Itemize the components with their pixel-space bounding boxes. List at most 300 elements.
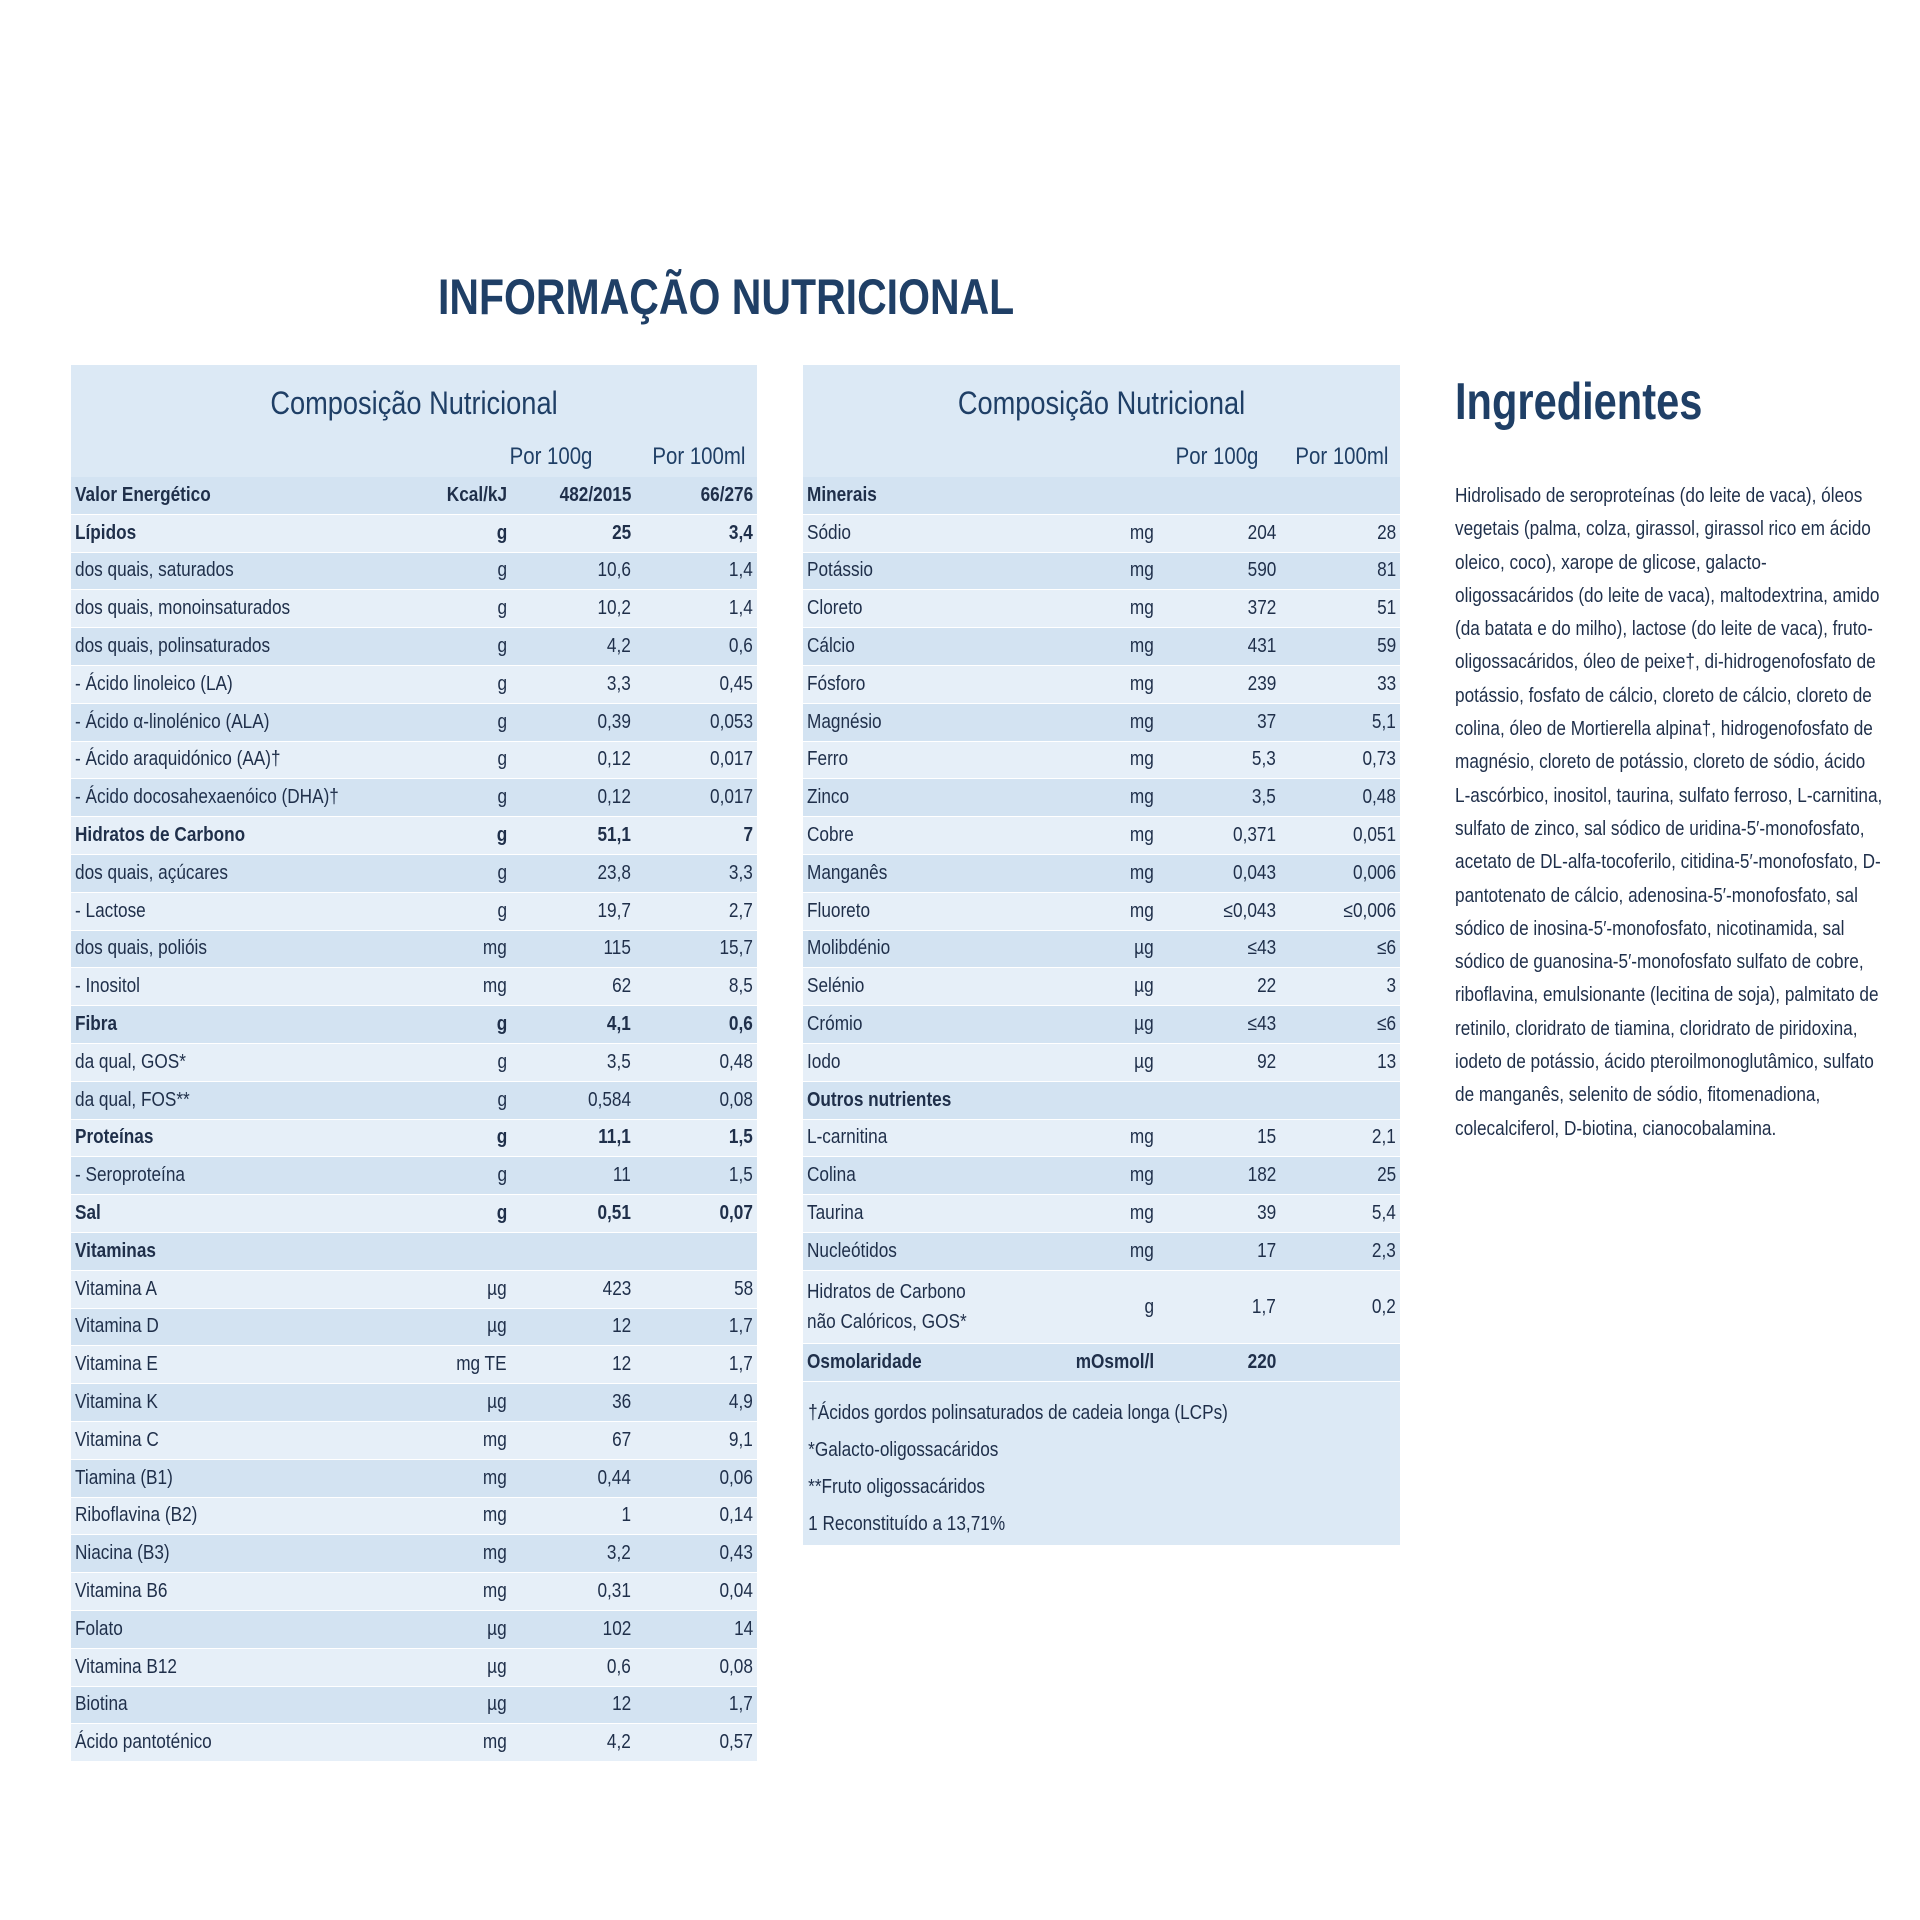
cell-unit — [401, 1459, 511, 1497]
cell-text: mg — [483, 1580, 507, 1602]
table-row — [71, 1610, 757, 1648]
cell-text: Vitamina K — [75, 1391, 158, 1414]
cell-text: Ferro — [807, 748, 849, 771]
cell-text: 2,3 — [1372, 1239, 1396, 1262]
table-row — [71, 628, 757, 666]
table-row — [803, 741, 1400, 779]
cell-name — [803, 892, 1023, 930]
cell-text: 25 — [611, 521, 631, 544]
cell-text: 36 — [611, 1391, 631, 1414]
table-row — [71, 892, 757, 930]
cell-unit — [401, 552, 511, 590]
cell-text: Vitamina E — [75, 1353, 158, 1376]
cell-unit — [401, 1270, 511, 1308]
cell-unit — [401, 1195, 511, 1233]
cell-text: 0,44 — [597, 1466, 631, 1489]
table-row — [803, 968, 1400, 1006]
table-row — [71, 552, 757, 590]
cell-v1 — [1158, 779, 1280, 817]
table-row — [803, 477, 1400, 514]
cell-unit — [1023, 779, 1158, 817]
cell-v2 — [1280, 1270, 1400, 1343]
cell-name — [71, 1535, 401, 1573]
cell-name — [803, 1119, 1023, 1157]
cell-name — [71, 1308, 401, 1346]
cell-text: µg — [487, 1693, 507, 1716]
cell-name — [803, 1270, 1023, 1343]
cell-unit — [401, 1006, 511, 1044]
cell-v2 — [635, 779, 757, 817]
cell-v2 — [635, 1497, 757, 1535]
table-row — [71, 477, 757, 514]
cell-name — [71, 817, 401, 855]
table-row — [71, 1006, 757, 1044]
cell-text: 67 — [611, 1428, 631, 1451]
cell-text: 3,2 — [607, 1542, 631, 1565]
footnote: †Ácidos gordos polinsaturados de cadeia longa (LCPs) — [808, 1402, 1228, 1424]
cell-unit — [401, 1421, 511, 1459]
cell-text: Kcal/kJ — [446, 483, 507, 506]
cell-text: 5,3 — [1252, 748, 1276, 771]
cell-v2 — [635, 1081, 757, 1119]
cell-text: 0,08 — [719, 1655, 753, 1678]
table-row — [803, 779, 1400, 817]
cell-name — [71, 665, 401, 703]
cell-text: mg — [1130, 786, 1154, 809]
cell-text: Ácido pantoténico — [75, 1731, 212, 1754]
cell-text: 0,584 — [587, 1088, 631, 1111]
cell-v2 — [1280, 968, 1400, 1006]
cell-text: 1,7 — [1252, 1295, 1276, 1318]
cell-v2 — [635, 590, 757, 628]
cell-v1 — [511, 514, 635, 552]
cell-v1 — [511, 1610, 635, 1648]
cell-text: mg — [1130, 748, 1154, 771]
cell-text: Colina — [807, 1164, 856, 1187]
cell-text: 12 — [611, 1693, 631, 1716]
cell-v2 — [635, 1195, 757, 1233]
cell-name — [71, 1006, 401, 1044]
cell-v1 — [1158, 590, 1280, 628]
cell-unit — [401, 1119, 511, 1157]
cell-v1 — [511, 1232, 635, 1270]
cell-text: Vitamina A — [75, 1277, 157, 1300]
table-row — [71, 930, 757, 968]
cell-text: Potássio — [807, 559, 873, 582]
cell-v2 — [635, 665, 757, 703]
cell-text: ≤6 — [1376, 1013, 1396, 1036]
cell-text: 8,5 — [729, 975, 753, 998]
cell-unit — [401, 514, 511, 552]
cell-name — [71, 1270, 401, 1308]
cell-text: dos quais, polinsaturados — [75, 635, 271, 658]
cell-text: 204 — [1247, 521, 1276, 544]
cell-name — [71, 590, 401, 628]
cell-v1 — [511, 477, 635, 514]
cell-name — [803, 1232, 1023, 1270]
cell-text: 0,04 — [719, 1580, 753, 1602]
cell-v2 — [635, 1346, 757, 1384]
cell-name — [71, 477, 401, 514]
cell-v2 — [635, 1610, 757, 1648]
cell-v1 — [511, 1270, 635, 1308]
cell-v1 — [1158, 854, 1280, 892]
cell-unit — [401, 741, 511, 779]
table-row — [71, 817, 757, 855]
cell-text: - Ácido linoleico (LA) — [75, 672, 233, 695]
cell-text: g — [496, 521, 507, 544]
cell-unit — [401, 968, 511, 1006]
cell-name — [803, 1043, 1023, 1081]
cell-text: 0,12 — [597, 786, 631, 809]
cell-v1 — [511, 779, 635, 817]
cell-text: 0,57 — [719, 1731, 753, 1754]
table-row — [71, 1308, 757, 1346]
cell-v1 — [511, 1573, 635, 1611]
table-row — [803, 1232, 1400, 1270]
cell-v1 — [511, 1421, 635, 1459]
cell-text: 182 — [1247, 1164, 1276, 1187]
cell-v2 — [635, 854, 757, 892]
table-row — [71, 1043, 757, 1081]
table-row — [803, 703, 1400, 741]
cell-text: g — [497, 899, 507, 922]
cell-text: 0,31 — [597, 1580, 631, 1602]
table-row — [803, 1343, 1400, 1381]
table-row — [71, 1724, 757, 1762]
ingredients-paragraph: Hidrolisado de seroproteínas (do leite de vaca), óleos vegetais (palma, colza, girassol, girassol rico em ácido oleico, coco), xarope de glicose, galacto-oligossacáridos (do leite de vaca), maltodextrina, amido (da batata e do milho), lactose (do leite de vaca), fruto-oligossacáridos, óleo de peixe†, di-hidrogenofosfato de potássio, fosfato de cálcio, cloreto de cálcio, cloreto de colina, óleo de Mortierella alpina†, hidrogenofosfato de magnésio, cloreto de potássio, cloreto de sódio, ácido L-ascórbico, inositol, taurina, sulfato ferroso, L-carnitina, sulfato de zinco, sal sódico de uridina-5′-monofosfato, acetato de DL-alfa-tocoferilo, citidina-5′-monofosfato, D-pantotenato de cálcio, adenosina-5′-monofosfato, sal sódico de inosina-5′-monofosfato, nicotinamida, sal sódico de guanosina-5′-monofosfato sulfato de cobre, riboflavina, emulsionante (lecitina de soja), palmitato de retinilo, cloridrato de tiamina, cloridrato de piridoxina, iodeto de potássio, ácido pteroilmonoglutâmico, sulfato de manganês, selenito de sódio, fitomenadiona, colecalciferol, D-biotina, cianocobalamina. — [1455, 485, 1883, 1140]
cell-text: 2,7 — [729, 899, 753, 922]
cell-text: 3,4 — [729, 521, 753, 544]
cell-text: Magnésio — [807, 710, 882, 733]
cell-text: Cloreto — [807, 597, 863, 620]
cell-text: Niacina (B3) — [75, 1542, 170, 1565]
cell-v1 — [1158, 817, 1280, 855]
cell-v1 — [1158, 1343, 1280, 1381]
cell-text: 0,043 — [1232, 861, 1276, 884]
table-row — [803, 1043, 1400, 1081]
cell-text: Lípidos — [75, 521, 137, 544]
cell-v2 — [1280, 854, 1400, 892]
cell-unit — [401, 1724, 511, 1762]
cell-text: 3,3 — [607, 672, 631, 695]
table-row — [803, 514, 1400, 552]
cell-v2 — [1280, 1043, 1400, 1081]
cell-unit — [1023, 1006, 1158, 1044]
cell-text: g — [497, 710, 507, 733]
cell-text: Tiamina (B1) — [75, 1466, 173, 1489]
cell-unit — [1023, 1119, 1158, 1157]
cell-v2 — [1280, 1006, 1400, 1044]
table-row — [71, 590, 757, 628]
cell-text: 81 — [1376, 559, 1396, 582]
cell-text: 58 — [733, 1277, 753, 1300]
cell-text: Crómio — [807, 1013, 863, 1036]
cell-text: mg — [1130, 824, 1154, 847]
cell-v2 — [635, 552, 757, 590]
cell-v2 — [1280, 817, 1400, 855]
table-row — [71, 1270, 757, 1308]
cell-name — [71, 854, 401, 892]
cell-text: Biotina — [75, 1693, 128, 1716]
cell-text: 239 — [1247, 672, 1276, 695]
col-per-100ml: Por 100ml — [652, 443, 745, 470]
cell-text: 0,017 — [709, 748, 753, 771]
panel-title: Composição Nutricional — [270, 385, 558, 421]
cell-text: 4,2 — [607, 635, 631, 658]
cell-text: 33 — [1376, 672, 1396, 695]
cell-text: mg — [483, 937, 507, 960]
cell-text: 1,4 — [729, 559, 753, 582]
cell-v2 — [635, 1724, 757, 1762]
cell-text: Valor Energético — [75, 483, 211, 506]
cell-text: Riboflavina (B2) — [75, 1504, 198, 1527]
cell-text: 59 — [1376, 635, 1396, 658]
cell-v2 — [1280, 1081, 1400, 1119]
cell-text: 22 — [1256, 975, 1276, 998]
cell-text: Osmolaridade — [807, 1350, 922, 1373]
cell-unit — [1023, 741, 1158, 779]
cell-text: 431 — [1247, 635, 1276, 658]
table-row — [803, 1157, 1400, 1195]
cell-name — [71, 1459, 401, 1497]
cell-text: 25 — [1376, 1164, 1396, 1187]
cell-v1 — [511, 1081, 635, 1119]
cell-unit — [1023, 590, 1158, 628]
cell-unit — [401, 665, 511, 703]
footnote: 1 Reconstituído a 13,71% — [808, 1513, 1006, 1535]
table-row — [71, 1497, 757, 1535]
cell-unit — [401, 1686, 511, 1724]
cell-name — [803, 1157, 1023, 1195]
cell-v1 — [511, 1497, 635, 1535]
cell-name — [803, 930, 1023, 968]
cell-text: Vitamina D — [75, 1315, 159, 1338]
cell-v2 — [1280, 552, 1400, 590]
footnotes — [803, 1395, 1400, 1543]
cell-name — [803, 1006, 1023, 1044]
cell-name — [803, 1195, 1023, 1233]
cell-text: 1,7 — [729, 1693, 753, 1716]
cell-name — [803, 628, 1023, 666]
cell-unit — [1023, 703, 1158, 741]
cell-text: Molibdénio — [807, 937, 891, 960]
cell-v1 — [1158, 1232, 1280, 1270]
cell-text: g — [497, 559, 507, 582]
cell-text: mg — [483, 1542, 507, 1565]
cell-text: Folato — [75, 1617, 123, 1640]
cell-text: 3 — [1386, 975, 1396, 998]
cell-text: 0,51 — [597, 1202, 631, 1225]
cell-unit — [1023, 552, 1158, 590]
cell-text: µg — [487, 1617, 507, 1640]
cell-v2 — [635, 1270, 757, 1308]
cell-v2 — [635, 1006, 757, 1044]
cell-name — [71, 703, 401, 741]
cell-v2 — [635, 514, 757, 552]
cell-text: mg — [483, 1466, 507, 1489]
cell-text: 0,45 — [719, 672, 753, 695]
cell-name — [803, 514, 1023, 552]
cell-text: Manganês — [807, 861, 888, 884]
cell-text: ≤6 — [1376, 937, 1396, 960]
cell-v2 — [1280, 665, 1400, 703]
cell-text: - Ácido araquidónico (AA)† — [75, 748, 281, 771]
cell-unit — [1023, 477, 1158, 514]
cell-text: 0,08 — [719, 1088, 753, 1111]
cell-unit — [401, 817, 511, 855]
cell-text: mg — [1130, 899, 1154, 922]
table-row — [803, 552, 1400, 590]
cell-v1 — [511, 1724, 635, 1762]
cell-unit — [401, 590, 511, 628]
cell-v2 — [1280, 703, 1400, 741]
cell-text: Minerais — [807, 483, 877, 506]
table-row — [803, 930, 1400, 968]
cell-v1 — [511, 1648, 635, 1686]
cell-text: g — [497, 1088, 507, 1111]
cell-text: 0,07 — [719, 1202, 753, 1225]
cell-text: 0,6 — [729, 1013, 753, 1036]
table-row — [71, 1421, 757, 1459]
table-row — [803, 1270, 1400, 1343]
cell-name — [71, 1232, 401, 1270]
cell-v2 — [635, 741, 757, 779]
cell-text: mg — [483, 975, 507, 998]
cell-v2 — [1280, 1119, 1400, 1157]
cell-unit — [401, 703, 511, 741]
cell-name — [71, 741, 401, 779]
cell-text: µg — [1134, 1050, 1154, 1073]
table-row — [803, 854, 1400, 892]
cell-text: g — [1144, 1295, 1154, 1318]
ingredients-text — [1455, 480, 1885, 1146]
cell-text: dos quais, saturados — [75, 559, 234, 582]
cell-text: 0,39 — [597, 710, 631, 733]
cell-text: 0,43 — [719, 1542, 753, 1565]
cell-v1 — [1158, 1006, 1280, 1044]
cell-v2 — [1280, 1343, 1400, 1381]
cell-text: Fósforo — [807, 672, 866, 695]
cell-text: 482/2015 — [559, 483, 631, 506]
cell-v1 — [511, 817, 635, 855]
cell-v2 — [1280, 1157, 1400, 1195]
cell-text: µg — [487, 1277, 507, 1300]
cell-name — [71, 628, 401, 666]
cell-v1 — [1158, 703, 1280, 741]
cell-text: mg — [1130, 635, 1154, 658]
cell-text: 0,06 — [719, 1466, 753, 1489]
cell-unit — [401, 1648, 511, 1686]
cell-unit — [401, 779, 511, 817]
cell-text: Sódio — [807, 521, 851, 544]
cell-text: mg — [1130, 559, 1154, 582]
cell-v2 — [635, 1157, 757, 1195]
cell-v1 — [511, 968, 635, 1006]
cell-unit — [401, 1232, 511, 1270]
cell-v2 — [1280, 741, 1400, 779]
cell-text: 11,1 — [598, 1126, 631, 1149]
cell-text: 10,6 — [597, 559, 631, 582]
cell-name — [71, 1384, 401, 1422]
cell-text: mg — [1130, 1164, 1154, 1187]
cell-v2 — [1280, 892, 1400, 930]
cell-unit — [1023, 628, 1158, 666]
cell-name — [71, 1573, 401, 1611]
cell-name — [803, 1343, 1023, 1381]
cell-v2 — [635, 703, 757, 741]
cell-unit — [1023, 1043, 1158, 1081]
cell-name — [71, 1421, 401, 1459]
cell-v1 — [1158, 1195, 1280, 1233]
cell-v1 — [511, 1384, 635, 1422]
cell-v2 — [635, 1308, 757, 1346]
nutrition-table-left — [71, 477, 757, 1762]
cell-text: Zinco — [807, 786, 850, 809]
table-row — [71, 1686, 757, 1724]
cell-v2 — [635, 1535, 757, 1573]
cell-name — [71, 1610, 401, 1648]
cell-v1 — [1158, 1270, 1280, 1343]
footnote: *Galacto-oligossacáridos — [808, 1439, 999, 1461]
cell-text: 39 — [1256, 1202, 1276, 1225]
cell-unit — [1023, 930, 1158, 968]
cell-name — [803, 590, 1023, 628]
cell-name — [803, 817, 1023, 855]
cell-name — [71, 1081, 401, 1119]
cell-text: 1,5 — [729, 1126, 753, 1149]
cell-text: 0,051 — [1352, 824, 1396, 847]
cell-name — [803, 665, 1023, 703]
cell-text: Selénio — [807, 975, 865, 998]
cell-name — [71, 552, 401, 590]
cell-v1 — [511, 1157, 635, 1195]
table-row — [71, 1384, 757, 1422]
table-row — [71, 854, 757, 892]
cell-v1 — [511, 665, 635, 703]
cell-v2 — [1280, 779, 1400, 817]
cell-unit — [401, 1535, 511, 1573]
cell-v1 — [1158, 741, 1280, 779]
cell-text: 0,371 — [1232, 824, 1276, 847]
cell-text: 4,1 — [607, 1013, 631, 1036]
cell-text: 0,017 — [709, 786, 753, 809]
cell-name — [71, 892, 401, 930]
cell-v1 — [1158, 665, 1280, 703]
cell-text: 7 — [743, 824, 753, 847]
cell-text: 0,12 — [597, 748, 631, 771]
cell-unit — [1023, 1232, 1158, 1270]
cell-text: 1,7 — [729, 1353, 753, 1376]
cell-v1 — [1158, 930, 1280, 968]
cell-text: g — [497, 672, 507, 695]
cell-text: g — [496, 1013, 507, 1036]
nutrition-table-mid — [803, 477, 1400, 1382]
cell-text: 0,73 — [1362, 748, 1396, 771]
cell-unit — [401, 1573, 511, 1611]
cell-text: mg — [1130, 597, 1154, 620]
cell-text: g — [497, 861, 507, 884]
cell-text: 51,1 — [597, 824, 631, 847]
cell-text: ≤0,006 — [1343, 899, 1396, 922]
cell-text: - Seroproteína — [75, 1164, 185, 1187]
cell-text: 3,5 — [1252, 786, 1276, 809]
cell-name — [803, 741, 1023, 779]
cell-text: da qual, GOS* — [75, 1050, 186, 1073]
cell-text: mg — [1130, 861, 1154, 884]
cell-text: Iodo — [807, 1050, 841, 1073]
cell-unit — [1023, 817, 1158, 855]
